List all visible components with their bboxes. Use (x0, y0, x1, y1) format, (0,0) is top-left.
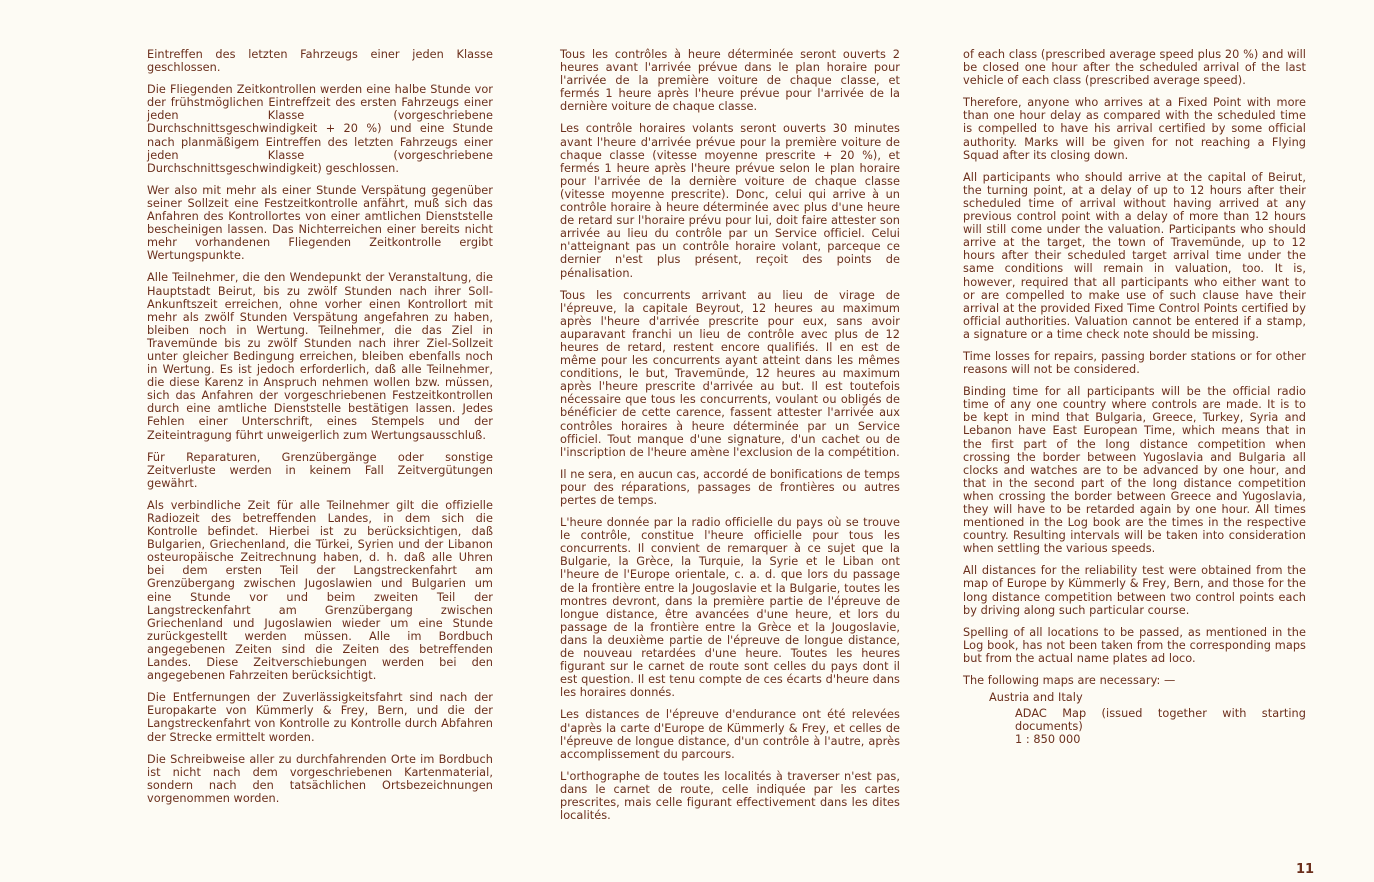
english-paragraph: Spelling of all locations to be passed, as mentioned in the Log book, has not been taken from the corresponding maps but from the actual name plates ad loco. (963, 625, 1306, 665)
english-paragraph: All participants who should arrive at the capital of Beirut, the turning point, at a delay of up to 12 hours after their scheduled time of arrival without having arrived at any previous control point with a delay of more than 12 hours will still come under the valuation. Participants who should arrive at the target, the town of Travemünde, up to 12 hours after their scheduled target arrival time under the same conditions will remain in valuation, too. It is, however, required that all participants who either want to or are compelled to make use of such clause have their arrival at the provided Fixed Time Control Points certified by official authorities. Valuation cannot be entered if a stamp, a signature or a time check note should be missing. (963, 170, 1306, 341)
french-paragraph: Les distances de l'épreuve d'endurance ont été relevées d'après la carte d'Europe de Kümmerly & Frey, et celles de l'épreuve de longue distance, d'un contrôle à l'autre, après accomplissement du parcours. (560, 708, 900, 761)
german-paragraph: Die Entfernungen der Zuverlässigkeitsfahrt sind nach der Europakarte von Kümmerly & Frey, Bern, und die der Langstreckenfahrt von Kontrolle zu Kontrolle durch Abfahren der Strecke ermittelt worden. (147, 691, 493, 744)
german-paragraph: Eintreffen des letzten Fahrzeugs einer jeden Klasse geschlossen. (147, 48, 493, 75)
english-paragraph: Therefore, anyone who arrives at a Fixed Point with more than one hour delay as compared with the scheduled time is compelled to have his arrival certified by some official authority. Marks will be given for not reaching a Flying Squad after its closing down. (963, 96, 1306, 162)
english-paragraph: All distances for the reliability test were obtained from the map of Europe by Kümmerly & Frey, Bern, and those for the long distance competition between two control points each by driving along such particular course. (963, 564, 1306, 617)
french-paragraph: L'orthographe de toutes les localités à traverser n'est pas, dans le carnet de route, celle indiquée par les cartes prescrites, mais celle figurant effectivement dans les dites localités. (560, 769, 900, 823)
english-paragraph: of each class (prescribed average speed plus 20 %) and will be closed one hour after the scheduled arrival of the last vehicle of each class (prescribed average speed). (963, 48, 1306, 88)
maps-map-name: ADAC Map (issued together with starting documents) (1015, 707, 1306, 734)
maps-scale: 1 : 850 000 (1015, 733, 1081, 747)
english-column (963, 48, 1306, 747)
french-column (560, 48, 900, 831)
english-paragraph: Binding time for all participants will be the official radio time of any one country where controls are made. It is to be kept in mind that Bulgaria, Greece, Turkey, Syria and Lebanon have East European Time, which means that in the first part of the long distance competition when crossing the border between Yugoslavia and Bulgaria all clocks and watches are to be advanced by one hour, and that in the second part of the long distance competition when crossing the border between Greece and Yugoslavia, they will have to be retarded again by one hour. All times mentioned in the Log book are the times in the respective country. Resulting intervals will be taken into consideration when settling the various speeds. (963, 385, 1306, 556)
maps-intro: The following maps are necessary: — (963, 674, 1176, 688)
french-paragraph: Il ne sera, en aucun cas, accordé de bonifications de temps pour des réparations, passages de frontières ou autres pertes de temps. (560, 467, 900, 507)
french-paragraph: Tous les concurrents arrivant au lieu de virage de l'épreuve, la capitale Beyrout, 12 heures au maximum après l'heure d'arrivée prescrite pour eux, sans avoir auparavant franchi un lieu de contrôle avec plus de 12 heures de retard, restent encore qualifiés. Il en est de même pour les concurrents ayant atteint dans les mêmes conditions, le but, Travemünde, 12 heures au maximum après l'heure prescrite d'arrivée au but. Il est toutefois nécessaire que tous les concurrents, voulant ou obligés de bénéficier de cette carence, fassent attester l'arrivée aux contrôles horaires à heure déterminée par un Service officiel. Tout manque d'une signature, d'un cachet ou de l'inscription de l'heure amène l'exclusion de la compétition. (560, 288, 900, 459)
english-paragraph: Time losses for repairs, passing border stations or for other reasons will not be considered. (963, 349, 1306, 377)
french-paragraph: L'heure donnée par la radio officielle du pays où se trouve le contrôle, constitue l'heure officielle pour tous les concurrents. Il convient de remarquer à ce sujet que la Bulgarie, la Grèce, la Turquie, la Syrie et le Liban ont l'heure de l'Europe orientale, c. a. d. que lors du passage de la frontière entre la Jougoslavie et la Bulgarie, toutes les montres devront, dans la première partie de l'épreuve de longue distance, être avancées d'une heure, et lors du passage de la frontière entre la Grèce et la Jougoslavie, dans la deuxième partie de l'épreuve de longue distance, de nouveau retardées d'une heure. Toutes les heures figurant sur le carnet de route sont celles du pays dont il est question. Il est tenu compte de ces écarts d'heure dans les horaires donnés. (560, 516, 900, 700)
maps-country: Austria and Italy (989, 691, 1083, 705)
german-paragraph: Die Fliegenden Zeitkontrollen werden eine halbe Stunde vor der frühstmöglichen Eintreffzeit des ersten Fahrzeugs einer jeden Klasse (vorgeschriebene Durchschnittsgeschwindigkeit + 20 %) und eine Stunde nach planmäßigem Eintreffen des letzten Fahrzeugs einer jeden Klasse (vorgeschriebene Durchschnittsgeschwindigkeit) geschlossen. (147, 83, 493, 175)
german-paragraph: Als verbindliche Zeit für alle Teilnehmer gilt die offizielle Radiozeit des betreffenden Landes, in dem sich die Kontrolle befindet. Hierbei ist zu berücksichtigen, daß Bulgarien, Griechenland, die Türkei, Syrien und der Libanon osteuropäische Zeitrechnung haben, d. h. daß alle Uhren bei dem ersten Teil der Langstreckenfahrt am Grenzübergang zwischen Jugoslawien und Bulgarien um eine Stunde vor und beim zweiten Teil der Langstreckenfahrt am Grenzübergang zwischen Griechenland und Jugoslawien wieder um eine Stunde zurückgestellt werden müssen. Alle im Bordbuch angegebenen Zeiten sind die Zeiten des betreffenden Landes. Diese Zeitverschiebungen werden bei den angegebenen Fahrzeiten berücksichtigt. (147, 498, 493, 683)
page-number: 11 (1296, 862, 1315, 877)
french-paragraph: Tous les contrôles à heure déterminée seront ouverts 2 heures avant l'arrivée prévue dans le plan horaire pour l'arrivée de la première voiture de chaque classe, et fermés 1 heure après l'heure prévue pour l'arrivée de la dernière voiture de chaque classe. (560, 48, 900, 114)
german-column (147, 48, 493, 814)
german-paragraph: Wer also mit mehr als einer Stunde Verspätung gegenüber seiner Sollzeit eine Festzeitkontrolle anfährt, muß sich das Anfahren des Kontrollortes von einer amtlichen Dienststelle bescheinigen lassen. Das Nichterreichen einer bereits nicht mehr vorhandenen Fliegenden Zeitkontrolle ergibt Wertungspunkte. (147, 183, 493, 263)
french-paragraph: Les contrôle horaires volants seront ouverts 30 minutes avant l'heure d'arrivée prévue pour la première voiture de chaque classe (vitesse moyenne prescrite + 20 %), et fermés 1 heure après l'heure prévue selon le plan horaire pour l'arrivée de la dernière voiture de chaque classe (vitesse moyenne prescrite). Donc, celui qui arrive à un contrôle horaire à heure déterminée avec plus d'une heure de retard sur l'horaire prévu pour lui, doit faire attester son arrivée au lieu du contrôle par un Service officiel. Celui n'atteignant pas un contrôle horaire volant, parceque ce dernier n'est plus présent, reçoit des points de pénalisation. (560, 122, 900, 280)
german-paragraph: Alle Teilnehmer, die den Wendepunkt der Veranstaltung, die Hauptstadt Beirut, bis zu zwölf Stunden nach ihrer Soll-Ankunftszeit erreichen, ohne vorher einen Kontrollort mit mehr als zwölf Stunden Verspätung angefahren zu haben, bleiben noch in Wertung. Teilnehmer, die das Ziel in Travemünde bis zu zwölf Stunden nach ihrer Ziel-Sollzeit unter gleicher Bedingung erreichen, bleiben ebenfalls noch in Wertung. Es ist jedoch erforderlich, daß alle Teilnehmer, die diese Karenz in Anspruch nehmen wollen bzw. müssen, sich das Anfahren der vorgeschriebenen Festzeitkontrollen durch eine amtliche Dienststelle bestätigen lassen. Jedes Fehlen einer Unterschrift, eines Stempels und der Zeiteintragung führt unweigerlich zum Wertungsausschluß. (147, 271, 493, 442)
german-paragraph: Für Reparaturen, Grenzübergänge oder sonstige Zeitverluste werden in keinem Fall Zeitvergütungen gewährt. (147, 450, 493, 490)
german-paragraph: Die Schreibweise aller zu durchfahrenden Orte im Bordbuch ist nicht nach dem vorgeschriebenen Kartenmaterial, sondern nach den tatsächlichen Ortsbezeichnungen vorgenommen worden. (147, 752, 493, 805)
